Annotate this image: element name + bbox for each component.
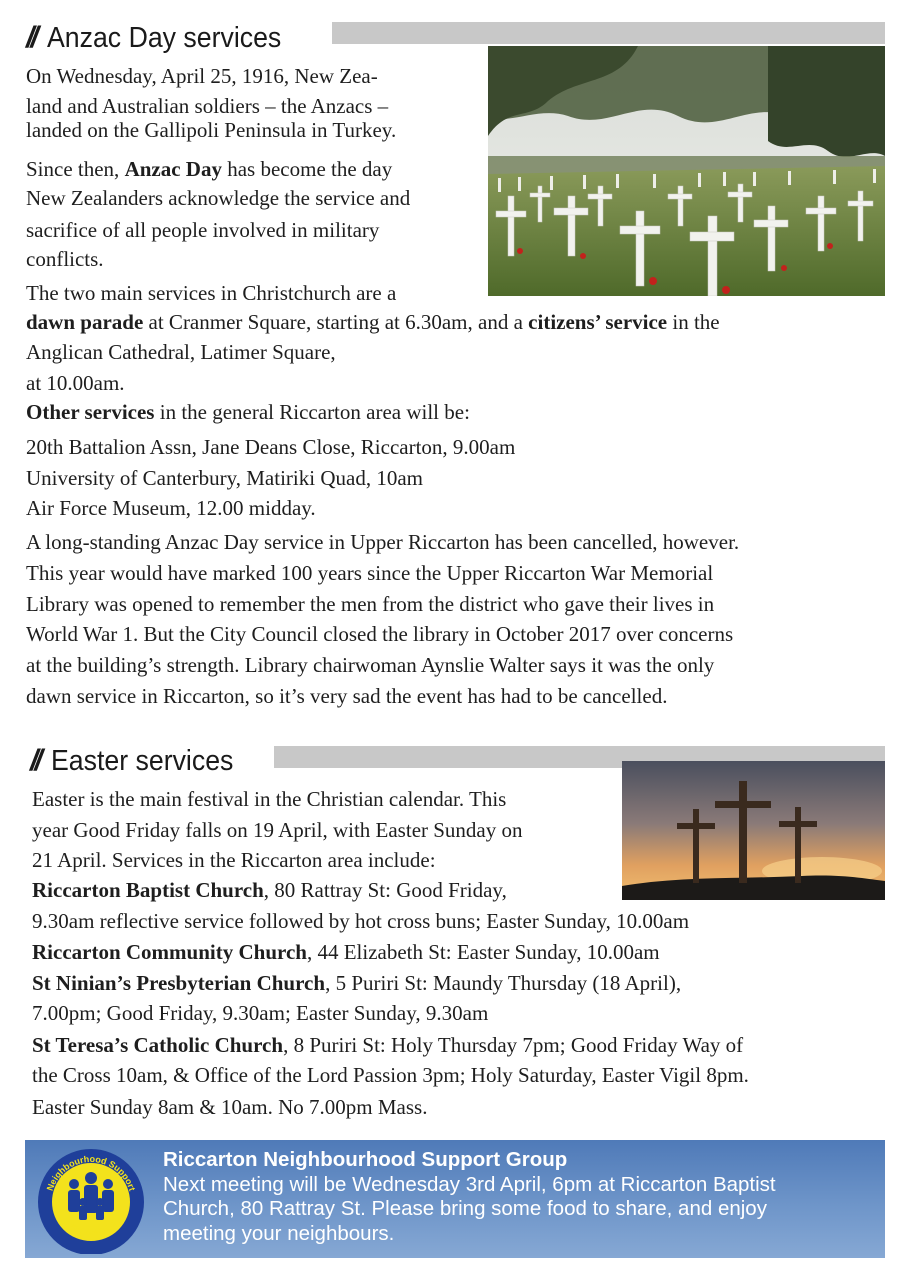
anzac-text-line — [26, 94, 388, 118]
easter-text-line — [32, 971, 681, 995]
anzac-text-line — [26, 496, 316, 520]
footer-line: meeting your neighbours. — [163, 1221, 395, 1245]
anzac-text-line — [26, 466, 423, 490]
anzac-text-line — [26, 340, 336, 364]
text-run: landed on the Gallipoli Peninsula in Turkey. — [26, 118, 397, 142]
anzac-text-line — [26, 310, 720, 334]
easter-text-line — [32, 878, 507, 902]
text-run: Library was opened to remember the men from the district who gave their lives in — [26, 592, 715, 616]
footer-title: Riccarton Neighbourhood Support Group — [163, 1148, 568, 1171]
footer-text — [163, 1148, 776, 1246]
text-run: , 8 Puriri St: Holy Thursday 7pm; Good Friday Way of — [283, 1033, 744, 1057]
text-run: , 5 Puriri St: Maundy Thursday (18 April), — [325, 971, 682, 995]
anzac-text-line — [26, 435, 515, 459]
footer-line: Next meeting will be Wednesday 3rd April, 6pm at Riccarton Baptist — [163, 1172, 776, 1196]
bold-text: St Teresa’s Catholic Church — [32, 1033, 284, 1057]
text-run: at Cranmer Square, starting at 6.30am, and a — [143, 310, 529, 334]
anzac-text-line — [26, 653, 714, 677]
text-run: at the building’s strength. Library chairwoman Aynslie Walter says it was the only — [26, 653, 715, 677]
text-run: The two main services in Christchurch are a — [26, 281, 397, 305]
easter-text-line — [32, 940, 660, 964]
text-run: 21 April. Services in the Riccarton area include: — [32, 848, 436, 872]
easter-text-line — [32, 848, 436, 872]
text-run: World War 1. But the City Council closed the library in October 2017 over concerns — [26, 622, 734, 646]
text-run: Anglican Cathedral, Latimer Square, — [26, 340, 336, 364]
anzac-text-line — [26, 218, 379, 242]
anzac-text-line — [26, 371, 125, 395]
text-run: sacrifice of all people involved in military — [26, 218, 380, 242]
text-run: has become the day — [221, 157, 393, 181]
easter-text-line — [32, 1001, 488, 1025]
text-run: dawn service in Riccarton, so it’s very sad the event has had to be cancelled. — [26, 684, 668, 708]
text-run: On Wednesday, April 25, 1916, New Zea- — [26, 64, 378, 88]
easter-text-line — [32, 1033, 743, 1057]
anzac-heading-bar — [332, 22, 885, 44]
anzac-text-line — [26, 561, 713, 585]
text-run: University of Canterbury, Matiriki Quad, 10am — [26, 466, 423, 490]
easter-heading — [30, 743, 249, 779]
easter-text-line — [32, 1095, 427, 1119]
text-run: Easter is the main festival in the Christian calendar. This — [32, 787, 507, 811]
anzac-text-line — [26, 186, 410, 210]
text-run: , 44 Elizabeth St: Easter Sunday, 10.00am — [306, 940, 660, 964]
anzac-heading — [26, 20, 301, 56]
anzac-text-line — [26, 530, 739, 554]
text-run: land and Australian soldiers – the Anzacs – — [26, 94, 389, 118]
text-run: at 10.00am. — [26, 371, 125, 395]
anzac-text-line — [26, 281, 396, 305]
text-run: 9.30am reflective service followed by hot cross buns; Easter Sunday, 10.00am — [32, 909, 690, 933]
text-run: in the — [667, 310, 720, 334]
easter-text-line — [32, 818, 523, 842]
text-run: conflicts. — [26, 247, 104, 271]
text-run: 7.00pm; Good Friday, 9.30am; Easter Sunday, 9.30am — [32, 1001, 489, 1025]
text-run: Easter Sunday 8am & 10am. No 7.00pm Mass. — [32, 1095, 428, 1119]
neighbourhood-support-logo-icon — [27, 1144, 155, 1254]
text-run: Since then, — [26, 157, 125, 181]
text-run: , 80 Rattray St: Good Friday, — [263, 878, 507, 902]
text-run: the Cross 10am, & Office of the Lord Passion 3pm; Holy Saturday, Easter Vigil 8pm. — [32, 1063, 749, 1087]
footer-line: Church, 80 Rattray St. Please bring some food to share, and enjoy — [163, 1197, 767, 1220]
easter-text-line — [32, 787, 506, 811]
svg-text:Neighbourhood Support: Neighbourhood Support — [44, 1153, 138, 1193]
text-run: This year would have marked 100 years since the Upper Riccarton War Memorial — [26, 561, 714, 585]
anzac-text-line — [26, 118, 396, 142]
anzac-title: Anzac Day services — [46, 21, 281, 54]
text-run: 20th Battalion Assn, Jane Deans Close, Riccarton, 9.00am — [26, 435, 516, 459]
bold-text: citizens’ service — [528, 310, 668, 334]
bold-text: dawn parade — [26, 310, 144, 334]
anzac-text-line — [26, 684, 667, 708]
text-run: A long-standing Anzac Day service in Upper Riccarton has been cancelled, however. — [26, 530, 740, 554]
anzac-crosses-photo — [488, 46, 885, 296]
bold-text: Other services — [26, 400, 155, 424]
text-run: in the general Riccarton area will be: — [154, 400, 470, 424]
footer-banner — [25, 1140, 885, 1258]
anzac-text-line — [26, 157, 392, 181]
text-run: New Zealanders acknowledge the service and — [26, 186, 411, 210]
easter-title: Easter services — [50, 744, 234, 777]
bold-text: Riccarton Community Church — [32, 940, 307, 964]
anzac-text-line — [26, 592, 714, 616]
heading-slashes-icon: // — [30, 744, 39, 777]
bold-text: Riccarton Baptist Church — [32, 878, 264, 902]
easter-text-line — [32, 1063, 749, 1087]
anzac-text-line — [26, 64, 378, 88]
svg-text:New Zealand: New Zealand — [64, 1217, 118, 1237]
anzac-text-line — [26, 247, 104, 271]
text-run: Air Force Museum, 12.00 midday. — [26, 496, 316, 520]
anzac-text-line — [26, 622, 733, 646]
bold-text: St Ninian’s Presbyterian Church — [32, 971, 326, 995]
text-run: year Good Friday falls on 19 April, with Easter Sunday on — [32, 818, 523, 842]
heading-slashes-icon: // — [26, 21, 35, 54]
easter-crosses-photo — [622, 761, 885, 900]
bold-text: Anzac Day — [124, 157, 222, 181]
anzac-text-line — [26, 400, 470, 424]
easter-text-line — [32, 909, 689, 933]
